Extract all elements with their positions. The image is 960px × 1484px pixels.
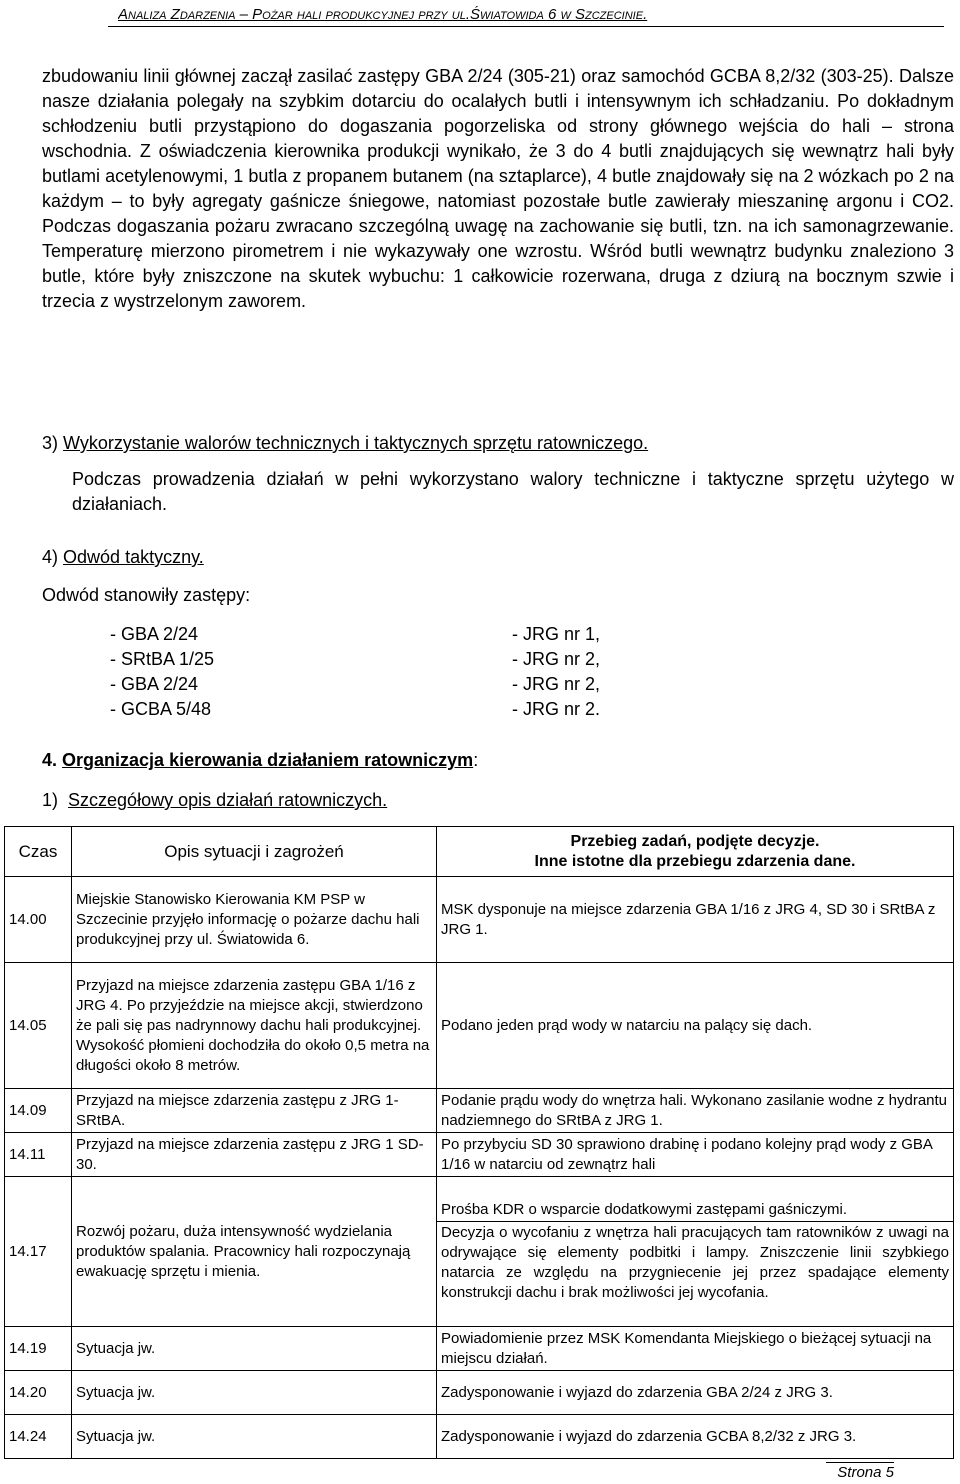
row-situation: Przyjazd na miejsce zdarzenia zastępu GBA 1/16 z JRG 4. Po przyjeździe na miejsce akcji, stwierdzono że pali się pas nadrynnowy dachu hali produkcyjnej. Wysokość płomieni dochodziła do około 0,5 metra na długości około 8 metrów.: [72, 963, 437, 1089]
col-header-time: Czas: [5, 827, 72, 877]
col-header-decisions-line2: Inne istotne dla przebiegu zdarzenia dane.: [534, 852, 856, 870]
col-header-decisions-line1: Przebieg zadań, podjęte decyzje.: [570, 832, 820, 850]
row-time: 14.24: [5, 1415, 72, 1459]
row-time: 14.11: [5, 1133, 72, 1177]
row-decision: MSK dysponuje na miejsce zdarzenia GBA 1/16 z JRG 4, SD 30 i SRtBA z JRG 1.: [437, 877, 954, 963]
row-decision: Zadysponowanie i wyjazd do zdarzenia GCBA 8,2/32 z JRG 3.: [437, 1415, 954, 1459]
row-decision: Powiadomienie przez MSK Komendanta Miejskiego o bieżącej sytuacji na miejscu działań.: [437, 1327, 954, 1371]
chapter-4-number: 4.: [42, 750, 58, 770]
table-header-row: [5, 827, 954, 877]
reserve-unit: [110, 622, 670, 647]
row-decision: Podano jeden prąd wody w natarciu na palący się dach.: [437, 963, 954, 1089]
section-3-title: Wykorzystanie walorów technicznych i taktycznych sprzętu ratowniczego.: [63, 433, 649, 453]
unit-jrg: - JRG nr 2,: [512, 649, 601, 669]
document-title: Analiza Zdarzenia – Pożar hali produkcyjnej przy ul.Światowida 6 w Szczecinie.: [118, 6, 648, 23]
row-decision-part-b: Decyzja o wycofaniu z wnętrza hali pracujących tam ratowników z uwagi na odrywające się elementy podbitki i lampy. Zniszczenie linii szybkiego natarcia ze względu na przygniecenie jej przez spadające elementy konstrukcji dachu i brak możliwości jej wycofania.: [441, 1224, 949, 1301]
table-row: [5, 1371, 954, 1415]
row-time: 14.00: [5, 877, 72, 963]
row-decision: [437, 1177, 954, 1327]
unit-name: - SRtBA 1/25: [110, 649, 215, 669]
row-decision: Zadysponowanie i wyjazd do zdarzenia GBA 2/24 z JRG 3.: [437, 1371, 954, 1415]
subsection-1-heading: [42, 788, 387, 813]
row-situation: Przyjazd na miejsce zdarzenia zastępu z JRG 1 SD-30.: [72, 1133, 437, 1177]
row-situation: Przyjazd na miejsce zdarzenia zastępu z JRG 1- SRtBA.: [72, 1089, 437, 1133]
reserve-intro: Odwód stanowiły zastępy:: [42, 585, 251, 605]
table-row: [5, 1415, 954, 1459]
row-decision: Podanie prądu wody do wnętrza hali. Wykonano zasilanie wodne z hydrantu nadziemnego do SRtBA z JRG 1.: [437, 1089, 954, 1133]
table-row: [5, 1089, 954, 1133]
table-row: [5, 1327, 954, 1371]
table-row: [5, 963, 954, 1089]
reserve-unit: [110, 697, 670, 722]
section-4-title: Odwód taktyczny.: [63, 547, 204, 567]
col-header-situation: Opis sytuacji i zagrożeń: [72, 827, 437, 877]
unit-jrg: - JRG nr 2,: [512, 674, 601, 694]
page-number: Strona 5: [837, 1464, 894, 1481]
chapter-4-heading: [42, 748, 478, 773]
reserve-unit: [110, 647, 670, 672]
footer-divider: [826, 1462, 894, 1463]
row-decision: Po przybyciu SD 30 sprawiono drabinę i podano kolejny prąd wody z GBA 1/16 w natarciu od zewnątrz hali: [437, 1133, 954, 1177]
table-row: [5, 877, 954, 963]
section-4-number: 4): [42, 547, 59, 567]
unit-jrg: - JRG nr 1,: [512, 624, 601, 644]
unit-name: - GBA 2/24: [110, 674, 199, 694]
table-row: [5, 1177, 954, 1327]
row-situation: Miejskie Stanowisko Kierowania KM PSP w Szczecinie przyjęło informację o pożarze dachu hali produkcyjnej przy ul. Światowida 6.: [72, 877, 437, 963]
subsection-1-title: Szczegółowy opis działań ratowniczych.: [68, 790, 388, 810]
header-divider: [108, 26, 944, 27]
row-time: 14.20: [5, 1371, 72, 1415]
subsection-1-number: 1): [42, 790, 59, 810]
col-header-decisions: [437, 827, 954, 877]
row-situation: Sytuacja jw.: [72, 1415, 437, 1459]
row-situation: Rozwój pożaru, duża intensywność wydzielania produktów spalania. Pracownicy hali rozpoczynają ewakuację sprzętu i mienia.: [72, 1177, 437, 1327]
operations-table: [4, 826, 954, 1459]
unit-name: - GCBA 5/48: [110, 699, 212, 719]
row-situation: Sytuacja jw.: [72, 1371, 437, 1415]
chapter-4-colon: :: [473, 750, 479, 770]
chapter-4-title: Organizacja kierowania działaniem ratowniczym: [62, 750, 474, 770]
section-3-text: Podczas prowadzenia działań w pełni wykorzystano walory techniczne i taktyczne sprzętu użytego w działaniach.: [72, 469, 954, 514]
row-time: 14.17: [5, 1177, 72, 1327]
table-row: [5, 1133, 954, 1177]
section-3-heading: [42, 431, 648, 456]
row-time: 14.09: [5, 1089, 72, 1133]
section-3-number: 3): [42, 433, 59, 453]
row-decision-part-a: Prośba KDR o wsparcie dodatkowymi zastępami gaśniczymi.: [437, 1199, 953, 1222]
unit-jrg: - JRG nr 2.: [512, 699, 601, 719]
page-header: [0, 0, 960, 30]
intro-paragraph: zbudowaniu linii głównej zaczął zasilać zastępy GBA 2/24 (305-21) oraz samochód GCBA 8,2/32 (303-25). Dalsze nasze działania polegały na szybkim dotarciu do ocalałych butli i intensywnym ich schładzaniu. Po dokładnym schłodzeniu butli przystąpiono do dogaszania pogorzeliska od strony głównego wejścia do hali – strona wschodnia. Z oświadczenia kierownika produkcji wynikało, że 3 do 4 butli znajdujących się wewnątrz hali były butlami acetylenowymi, 1 butla z propanem butanem (na sztaplarce), 4 butle znajdowały się na 2 wózkach po 2 na każdym – to były agregaty gaśnicze śniegowe, natomiast pozostałe butle zawierały mieszaninę argonu i CO2. Podczas dogaszania pożaru zwracano szczególną uwagę na zachowanie się butli, tzn. na ich samonagrzewanie. Temperaturę mierzono pirometrem i nie wykazywały one wzrostu. Wśród butli wewnątrz budynku znaleziono 3 butle, które były zniszczone na skutek wybuchu: 1 całkowicie rozerwana, druga z dziurą na bocznym szwie i trzecia z wystrzelonym zaworem.: [42, 66, 954, 311]
row-time: 14.19: [5, 1327, 72, 1371]
row-time: 14.05: [5, 963, 72, 1089]
section-4-heading: [42, 545, 204, 570]
unit-name: - GBA 2/24: [110, 624, 199, 644]
reserve-units-list: [110, 622, 670, 722]
reserve-unit: [110, 672, 670, 697]
row-situation: Sytuacja jw.: [72, 1327, 437, 1371]
